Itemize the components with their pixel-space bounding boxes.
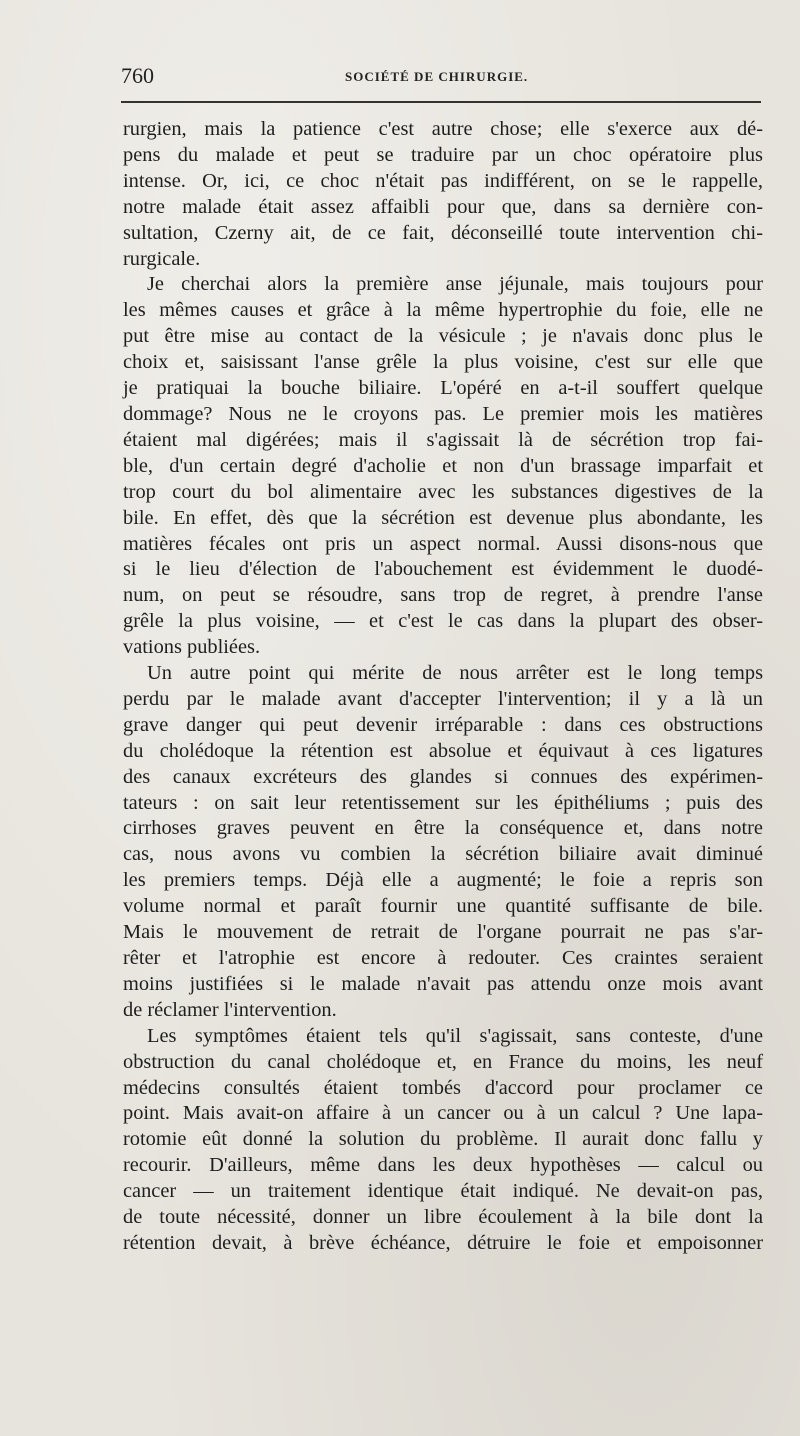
text-line: sultation, Czerny ait, de ce fait, déconseillé toute intervention chi- — [123, 221, 763, 244]
text-line: num, on peut se résoudre, sans trop de regret, à prendre l'anse — [123, 584, 763, 607]
paragraph — [123, 661, 763, 1024]
paragraph — [123, 272, 763, 661]
body-text — [123, 117, 763, 1257]
text-line: matières fécales ont pris un aspect normal. Aussi disons-nous que — [123, 532, 763, 555]
page-number: 760 — [121, 63, 154, 88]
text-line: tateurs : on sait leur retentissement sur les épithéliums ; puis des — [123, 791, 763, 814]
text-line: notre malade était assez affaibli pour que, dans sa dernière con- — [123, 195, 763, 218]
paragraph — [123, 117, 763, 272]
text-line: si le lieu d'élection de l'abouchement est évidemment le duodé- — [123, 558, 763, 581]
text-line: cancer — un traitement identique était indiqué. Ne devait-on pas, — [123, 1180, 763, 1203]
text-line: obstruction du canal cholédoque et, en France du moins, les neuf — [123, 1050, 763, 1073]
text-line: ble, d'un certain degré d'acholie et non d'un brassage imparfait et — [123, 454, 763, 477]
text-line: rurgicale. — [123, 247, 201, 270]
text-line: rêter et l'atrophie est encore à redouter. Ces craintes seraient — [123, 947, 763, 969]
text-line: je pratiquai la bouche biliaire. L'opéré en a-t-il souffert quelque — [123, 377, 763, 400]
text-line: bile. En effet, dès que la sécrétion est devenue plus abondante, les — [123, 506, 763, 529]
text-line: perdu par le malade avant d'accepter l'intervention; il y a là un — [123, 687, 763, 710]
text-line: Je cherchai alors la première anse jéjunale, mais toujours pour — [147, 273, 763, 296]
text-line: dommage? Nous ne le croyons pas. Le premier mois les matières — [123, 402, 763, 425]
text-line: rétention devait, à brève échéance, détruire le foie et empoisonner — [123, 1231, 763, 1254]
text-line: Mais le mouvement de retrait de l'organe pourrait ne pas s'ar- — [123, 921, 763, 944]
text-line: rotomie eût donné la solution du problème. Il aurait donc fallu y — [123, 1128, 763, 1151]
text-line: cas, nous avons vu combien la sécrétion biliaire avait diminué — [123, 843, 763, 866]
page-header — [121, 62, 761, 92]
text-line: put être mise au contact de la vésicule ; je n'avais donc plus le — [123, 325, 763, 348]
text-line: recourir. D'ailleurs, même dans les deux hypothèses — calcul ou — [123, 1154, 763, 1177]
text-line: pens du malade et peut se traduire par un choc opératoire plus — [123, 143, 763, 166]
text-line: des canaux excréteurs des glandes si connues des expérimen- — [123, 765, 763, 788]
running-head: SOCIÉTÉ DE CHIRURGIE. — [345, 69, 529, 84]
text-line: de réclamer l'intervention. — [123, 998, 337, 1021]
text-line: volume normal et paraît fournir une quantité suffisante de bile. — [123, 895, 763, 918]
text-line: moins justifiées si le malade n'avait pas attendu onze mois avant — [123, 972, 763, 995]
text-line: grêle la plus voisine, — et c'est le cas dans la plupart des obser- — [123, 610, 763, 633]
text-line: grave danger qui peut devenir irréparable : dans ces obstructions — [123, 713, 763, 736]
header-rule — [121, 101, 761, 103]
text-line: Un autre point qui mérite de nous arrêter est le long temps — [147, 662, 763, 685]
text-line: de toute nécessité, donner un libre écoulement à la bile dont la — [123, 1206, 763, 1229]
text-line: choix et, saisissant l'anse grêle la plus voisine, c'est sur elle que — [123, 351, 763, 374]
text-line: trop court du bol alimentaire avec les substances digestives de la — [123, 480, 763, 503]
text-line: cirrhoses graves peuvent en être la conséquence et, dans notre — [123, 817, 763, 840]
paragraph — [123, 1024, 763, 1257]
text-line: point. Mais avait-on affaire à un cancer ou à un calcul ? Une lapa- — [123, 1102, 763, 1125]
text-line: rurgien, mais la patience c'est autre chose; elle s'exerce aux dé- — [123, 118, 763, 140]
text-line: vations publiées. — [123, 636, 261, 659]
text-line: les mêmes causes et grâce à la même hypertrophie du foie, elle ne — [123, 299, 763, 322]
text-line: Les symptômes étaient tels qu'il s'agissait, sans conteste, d'une — [147, 1024, 763, 1047]
text-line: médecins consultés étaient tombés d'accord pour proclamer ce — [123, 1076, 763, 1099]
text-line: les premiers temps. Déjà elle a augmenté; le foie a repris son — [123, 869, 763, 892]
text-line: étaient mal digérées; mais il s'agissait là de sécrétion trop fai- — [123, 428, 763, 451]
text-line: du cholédoque la rétention est absolue et équivaut à ces ligatures — [123, 739, 763, 762]
text-line: intense. Or, ici, ce choc n'était pas indifférent, on se le rappelle, — [123, 169, 763, 192]
